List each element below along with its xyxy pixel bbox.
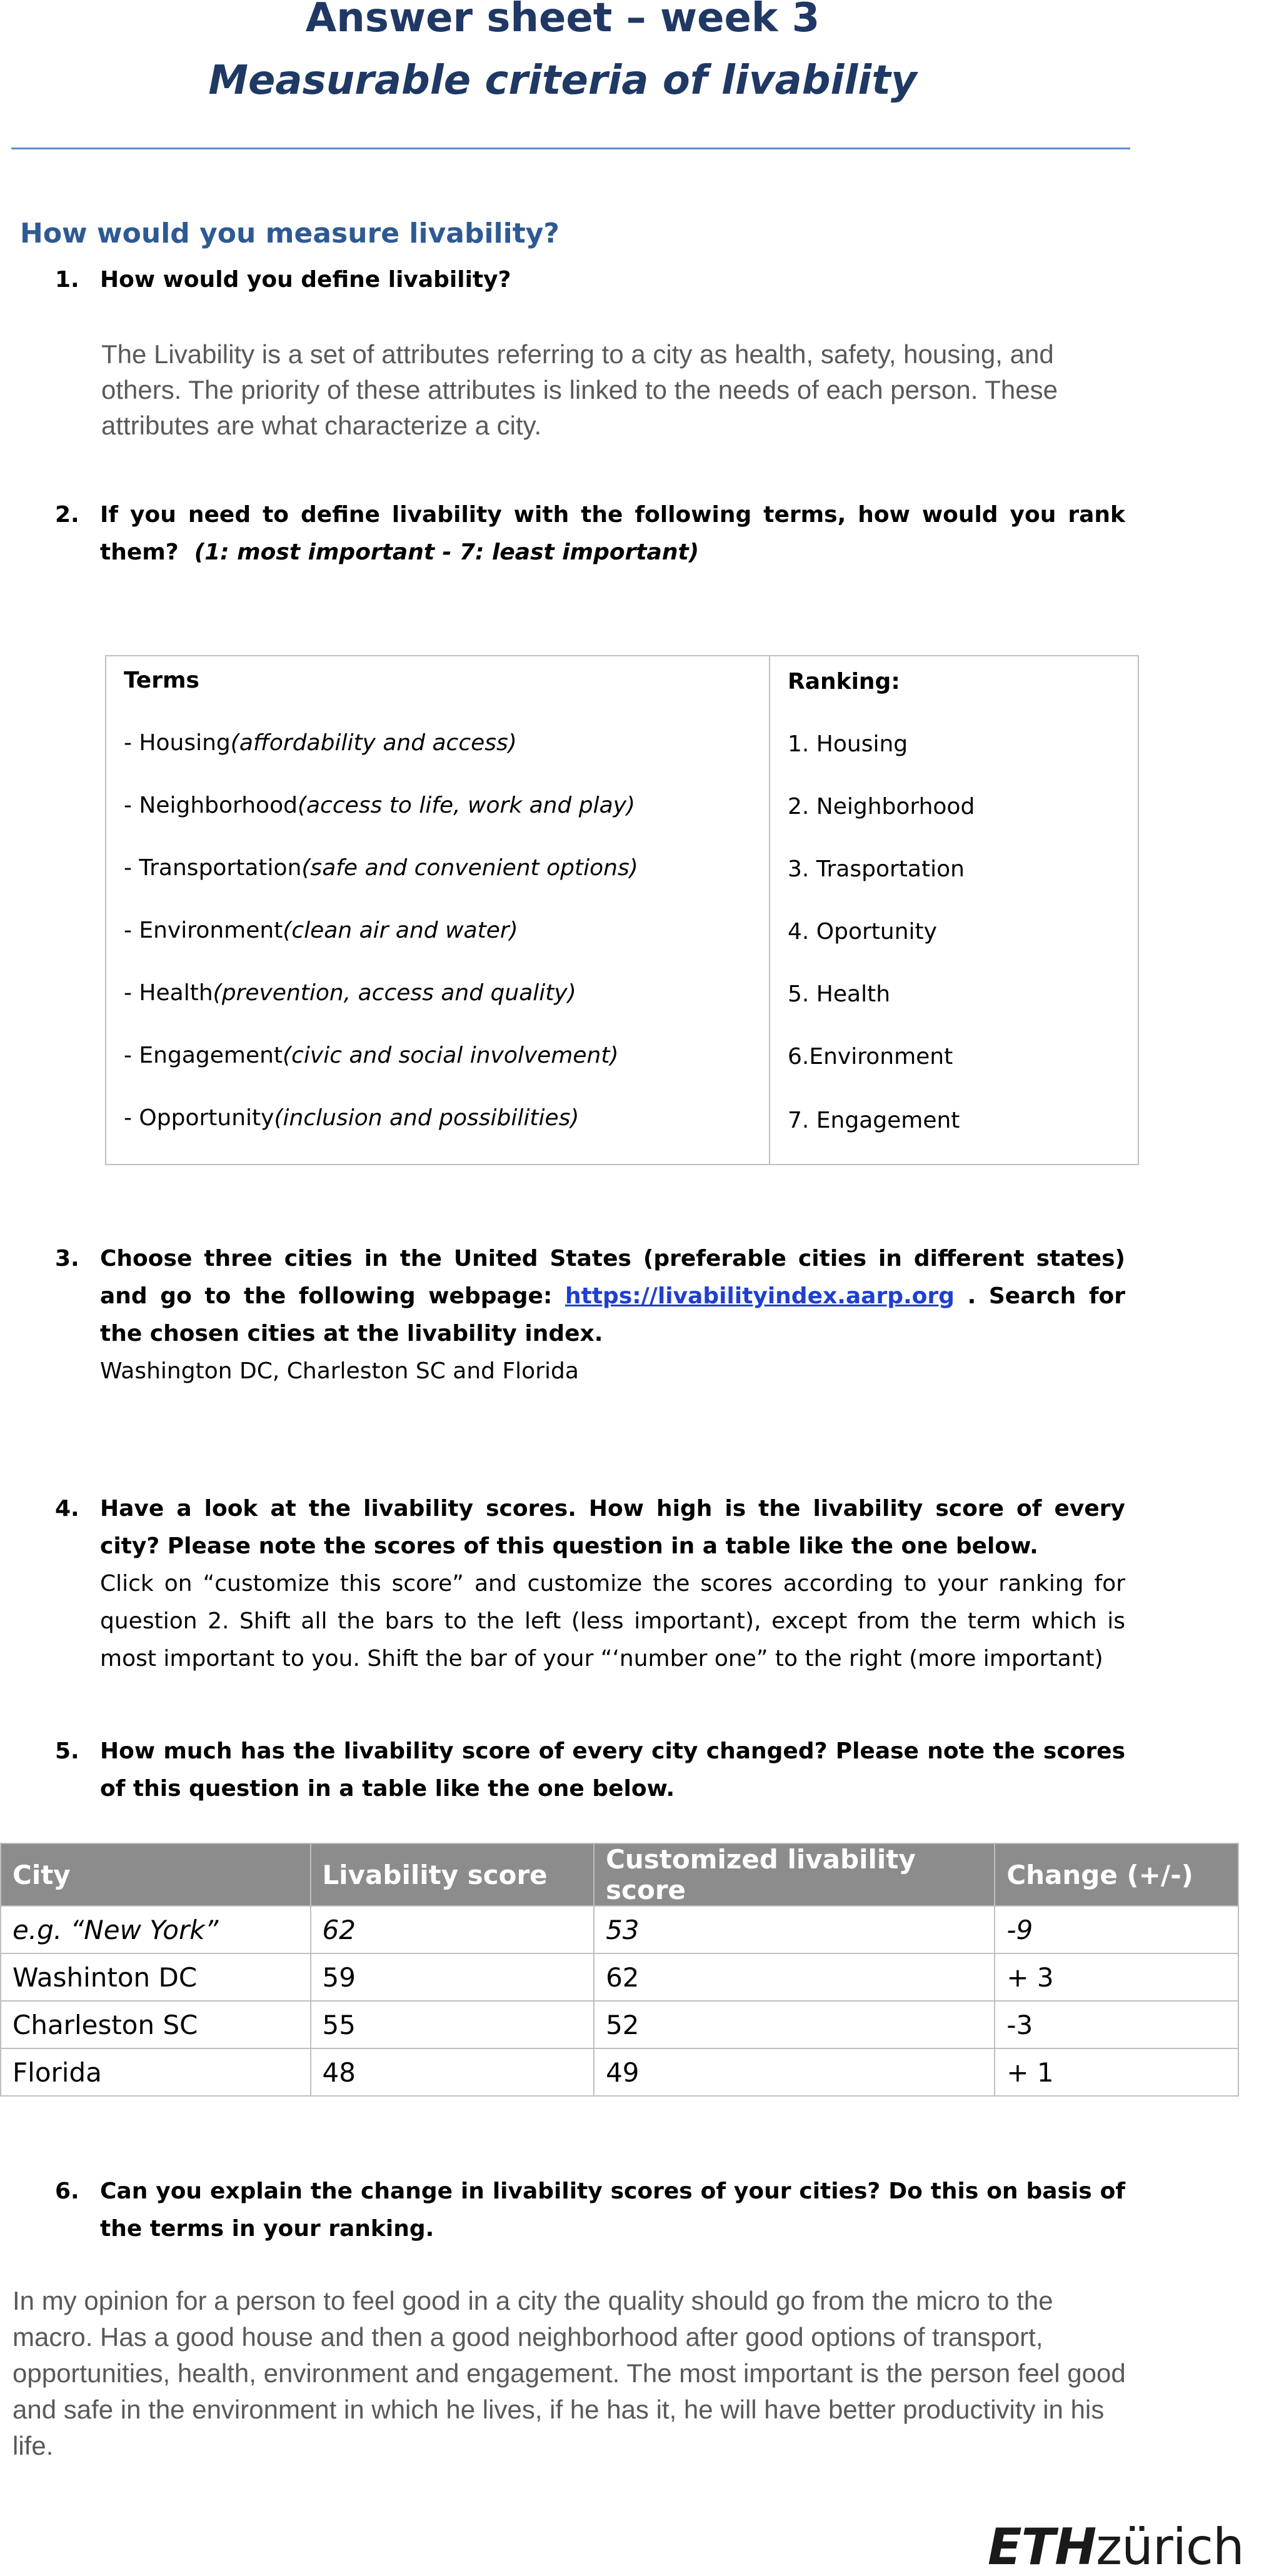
term-item: - Health(prevention, access and quality) [124, 980, 576, 1006]
table-cell: 49 [594, 2048, 995, 2096]
question-2 [55, 496, 1125, 571]
question-3 [55, 1240, 1125, 1390]
column-divider [769, 655, 770, 1165]
page-title: Answer sheet – week 3 [305, 0, 820, 41]
table-cell: Florida [1, 2048, 311, 2096]
column-header: Livability score [311, 1843, 594, 1906]
table-cell: -3 [995, 2001, 1238, 2048]
eth-zurich-logo: ETHzürich [988, 2518, 1244, 2576]
question-number: 2. [55, 502, 79, 528]
term-item: - Housing(affordability and access) [124, 730, 517, 756]
ranking-item: 5. Health [788, 981, 891, 1007]
page-subtitle: Measurable criteria of livability [208, 58, 917, 104]
ranking-item: 7. Engagement [788, 1108, 960, 1133]
livability-index-link[interactable]: https://livabilityindex.aarp.org [565, 1283, 955, 1309]
column-header: Customized livability score [594, 1843, 995, 1906]
question-number: 1. [55, 267, 79, 293]
answer-1: The Livability is a set of attributes referring to a city as health, safety, housing, and others. The priority of these attributes is linked to the needs of each person. These attributes are what characterize a city. [101, 339, 1058, 440]
table-cell: e.g. “New York” [1, 1906, 311, 1953]
question-6 [55, 2173, 1125, 2248]
answer-6: In my opinion for a person to feel good in a city the quality should go from the micro to the macro. Has a good house and then a good neighborhood after good options of transport, opportunities, health, environment and engagement. The most important is the person feel good and safe in the environment in which he lives, if he has it, he will have better productivity in his life. [13, 2286, 1126, 2460]
column-header: City [1, 1843, 311, 1906]
question-number: 5. [55, 1738, 79, 1764]
column-header: Change (+/-) [995, 1843, 1238, 1906]
section-heading: How would you measure livability? [20, 218, 559, 249]
question-text: Can you explain the change in livability scores of your cities? Do this on basis of the terms in your ranking. [100, 2178, 1125, 2242]
table-cell: + 1 [995, 2048, 1238, 2096]
table-cell: + 3 [995, 1953, 1238, 2001]
ranking-header: Ranking: [788, 669, 900, 694]
ranking-item: 1. Housing [788, 731, 908, 757]
term-item: - Transportation(safe and convenient options) [124, 855, 638, 881]
question-4 [55, 1490, 1125, 1678]
question-text: How much has the livability score of every city changed? Please note the scores of this question in a table like the one below. [100, 1738, 1125, 1802]
table-row [1, 1953, 1238, 2001]
question-text: If you need to define livability with the following terms, how would you rank them? (1: most important - 7: least important) [100, 502, 1125, 565]
table-cell: 53 [594, 1906, 995, 1953]
terms-header: Terms [124, 668, 199, 693]
question-text: Have a look at the livability scores. How high is the livability score of every city? Please note the scores of this question in a table like the one below. Click on “customize this score” and customize the scores according to your ranking for question 2. Shift all the bars to the left (less important), except from the term which is most important to you. Shift the bar of your “‘number one” to the right (more important) [100, 1490, 1125, 1678]
table-cell: Washinton DC [1, 1953, 311, 2001]
title-divider [11, 148, 1130, 149]
table-cell: 52 [594, 2001, 995, 2048]
livability-score-table [0, 1843, 1239, 2097]
term-item: - Neighborhood(access to life, work and play) [124, 793, 636, 818]
ranking-item: 6.Environment [788, 1044, 953, 1070]
ranking-item: 2. Neighborhood [788, 794, 975, 819]
table-cell: 59 [311, 1953, 594, 2001]
question-instructions: Click on “customize this score” and customize the scores according to your ranking for question 2. Shift all the bars to the left (less important), except from the term which is most important to you. Shift the bar of your “‘number one” to the right (more important) [100, 1571, 1125, 1671]
table-cell: 62 [311, 1906, 594, 1953]
term-item: - Opportunity(inclusion and possibilities) [124, 1105, 579, 1131]
table-cell: 62 [594, 1953, 995, 2001]
question-text: Choose three cities in the United States (preferable cities in different states) and go to the following webpage: https://livabilityindex.aarp.org . Search for the chosen cities at the livability index. Washington DC, Charleston SC and Florida [100, 1240, 1125, 1390]
answer-3: Washington DC, Charleston SC and Florida [100, 1358, 579, 1384]
table-row [1, 2048, 1238, 2096]
table-row [1, 1906, 1238, 1953]
ranking-item: 4. Oportunity [788, 919, 937, 945]
table-row [1, 2001, 1238, 2048]
question-1 [55, 261, 1125, 299]
question-5 [55, 1733, 1125, 1808]
term-item: - Engagement(civic and social involvement) [124, 1043, 619, 1068]
table-cell: Charleston SC [1, 2001, 311, 2048]
question-number: 4. [55, 1496, 79, 1521]
table-cell: 48 [311, 2048, 594, 2096]
table-header-row [1, 1843, 1238, 1906]
table-cell: -9 [995, 1906, 1238, 1953]
ranking-note: (1: most important - 7: least important) [194, 539, 700, 565]
term-item: - Environment(clean air and water) [124, 918, 518, 943]
question-number: 3. [55, 1246, 79, 1271]
table-cell: 55 [311, 2001, 594, 2048]
ranking-item: 3. Trasportation [788, 856, 965, 882]
question-number: 6. [55, 2178, 79, 2204]
question-text: How would you define livability? [100, 267, 511, 293]
